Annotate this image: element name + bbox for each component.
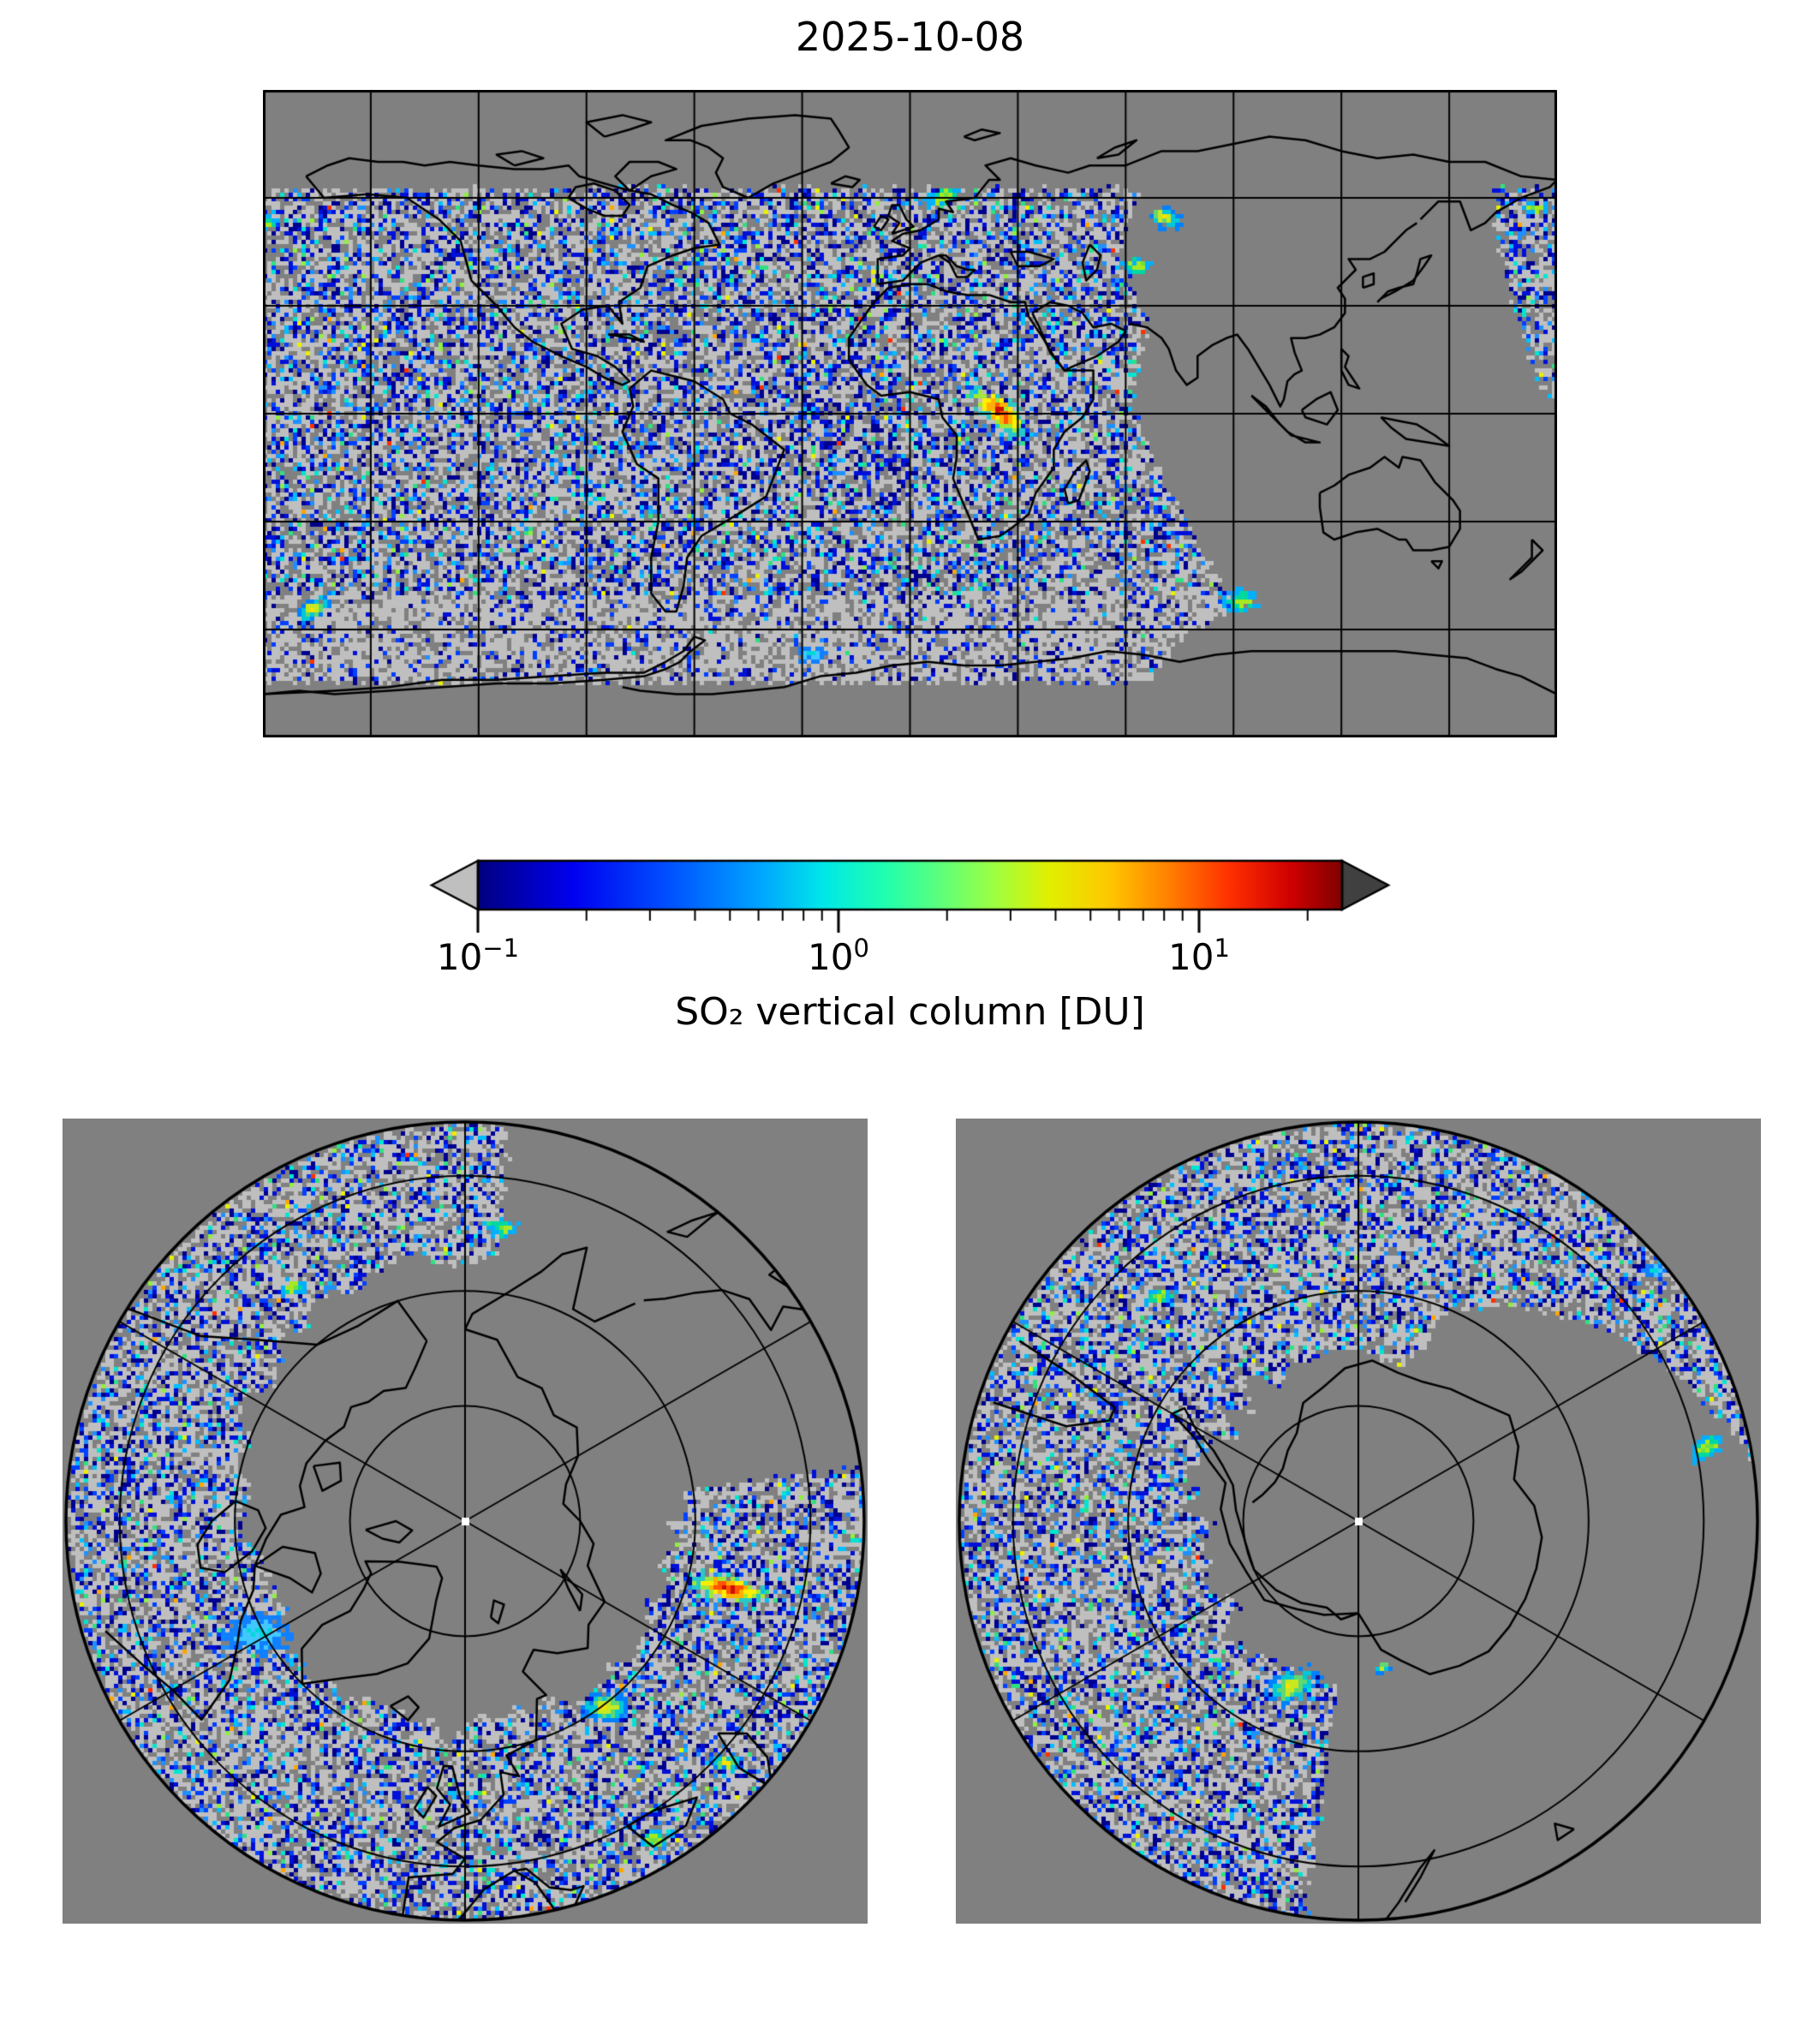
colorbar-tick-label: $10^{-1}$ — [436, 934, 520, 978]
colorbar-tick-label: $10^0$ — [808, 934, 869, 978]
north-polar-map-canvas — [63, 1119, 868, 1924]
colorbar-tick-label: $10^1$ — [1168, 934, 1230, 978]
south-polar-map-canvas — [956, 1119, 1761, 1924]
world-map-canvas — [263, 90, 1557, 737]
figure-title: 2025-10-08 — [795, 14, 1025, 60]
colorbar-axis-label: SO₂ vertical column [DU] — [675, 990, 1145, 1034]
colorbar-canvas — [420, 855, 1405, 940]
